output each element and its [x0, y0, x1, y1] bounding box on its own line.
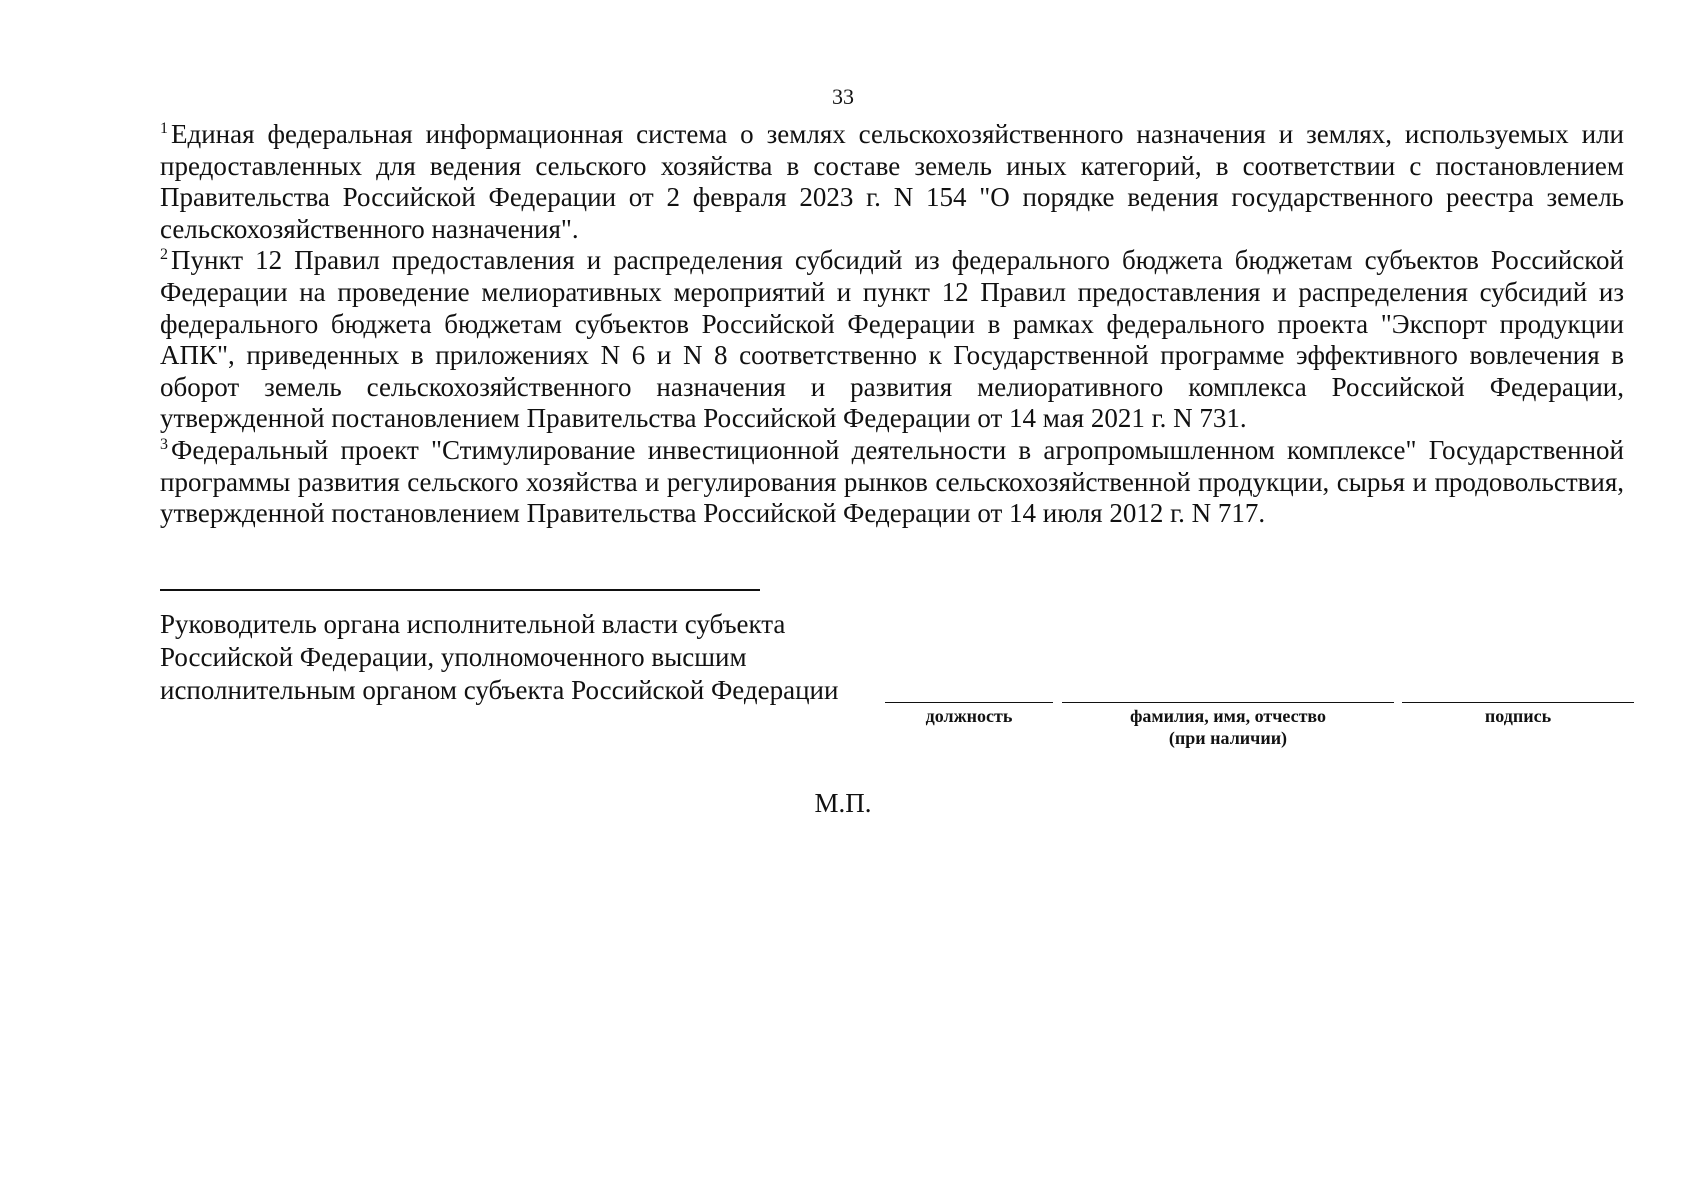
- signature-field-line: [1402, 702, 1634, 703]
- signature-caption-text: подпись: [1484, 706, 1552, 726]
- footnote-marker: 1: [160, 120, 168, 137]
- position-caption: [885, 705, 1053, 727]
- footnote-3: [160, 435, 1624, 530]
- position-field-line: [885, 702, 1053, 703]
- footnote-marker: 3: [160, 435, 168, 453]
- signatory-title-line: Руководитель органа исполнительной власти субъекта: [160, 609, 786, 639]
- footnotes-section: [160, 119, 1624, 530]
- full-name-caption-line: фамилия, имя, отчество: [1129, 706, 1327, 726]
- footnote-separator-line: [160, 589, 760, 591]
- signature-caption: [1402, 705, 1634, 727]
- stamp-place-label: М.П.: [814, 788, 872, 818]
- full-name-caption: [1062, 705, 1394, 749]
- full-name-field-line: [1062, 702, 1394, 703]
- footnote-marker: 2: [160, 246, 168, 264]
- footnote-text: Пункт 12 Правил предоставления и распределения субсидий из федерального бюджета бюджетам субъектов Российской Федерации на проведение мелиоративных мероприятий и пункт 12 Правил предоставления и распределения субсидий из федерального бюджета бюджетам субъектов Российской Федерации в рамках федерального проекта "Экспорт продукции АПК", приведенных в приложениях N 6 и N 8 соответственно к Государственной программе эффективного вовлечения в оборот земель сельскохозяйственного назначения и развития мелиоративного комплекса Российской Федерации, утвержденной постановлением Правительства Российской Федерации от 14 мая 2021 г. N 731.: [160, 245, 1624, 434]
- footnote-text: Единая федеральная информационная система о землях сельскохозяйственного назначения и землях, используемых или предоставленных для ведения сельского хозяйства в составе земель иных категорий, в соответствии с постановлением Правительства Российской Федерации от 2 февраля 2023 г. N 154 "О порядке ведения государственного реестра земель сельскохозяйственного назначения".: [160, 119, 1624, 244]
- position-caption-text: должность: [925, 706, 1013, 726]
- footnote-text: Федеральный проект "Стимулирование инвестиционной деятельности в агропромышленном комплексе" Государственной программы развития сельского хозяйства и регулирования рынков сельскохозяйственной продукции, сырья и продовольствия, утвержденной постановлением Правительства Российской Федерации от 14 июля 2012 г. N 717.: [160, 434, 1624, 529]
- footnote-1: [160, 119, 1624, 245]
- footnote-2: [160, 245, 1624, 435]
- full-name-caption-line: (при наличии): [1168, 728, 1288, 748]
- signatory-title-line: исполнительным органом субъекта Российской Федерации: [160, 675, 839, 705]
- signatory-title-line: Российской Федерации, уполномоченного высшим: [160, 642, 747, 672]
- signatory-title: [160, 608, 838, 707]
- page-number: 33: [832, 84, 854, 109]
